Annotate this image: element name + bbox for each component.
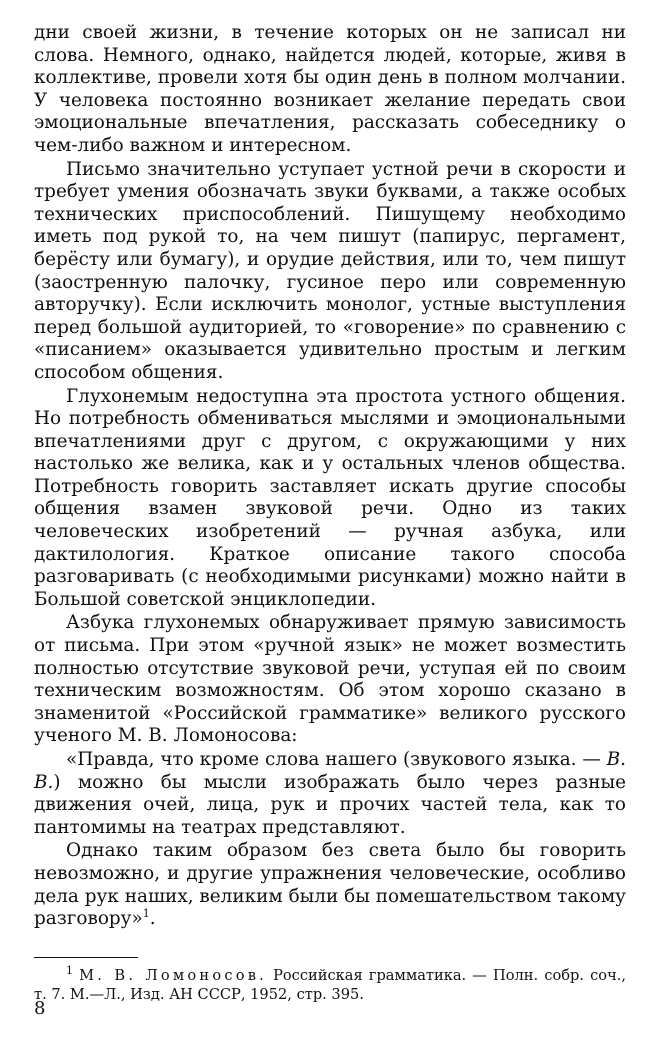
footnote-reference[interactable]: 1 <box>142 907 150 921</box>
footnote-divider <box>34 957 138 958</box>
quote-2-period: . <box>149 908 156 930</box>
paragraph-4: Азбука глухонемых обнаруживает прямую зависимость от письма. При этом «ручной язык» не может возместить полностью отсутствие звуковой речи, уступая ей по своим техническим возможностям. Об этом хорошо сказано в знаменитой «Российской грамматике» великого русского ученого М. В. Ломоносова: <box>34 612 626 747</box>
quote-paragraph-2 <box>34 840 626 930</box>
paragraph-1: дни своей жизни, в течение которых он не записал ни слова. Немного, однако, найдется людей, которые, живя в коллективе, провели хотя бы один день в полном молчании. У человека постоянно возникает желание передать свои эмоциональные впечатления, рассказать собеседнику о чем-либо важном и интересном. <box>34 22 626 156</box>
quote-2-text: Однако таким образом без света было бы говорить невозможно, и другие упражнения человеческие, особливо дела рук наших, великим были бы помешательством такому разговору» <box>34 840 626 930</box>
footnote-text: Российская грамматика. — Полн. собр. соч., т. 7. М.—Л., Изд. АН СССР, 1952, стр. 395. <box>34 966 626 1003</box>
quote-text-start: «Правда, что кроме слова нашего (звукового языка. — <box>66 749 607 770</box>
footnote-marker: 1 <box>66 963 73 977</box>
footnote <box>34 963 626 1004</box>
author-initials: В. В. <box>34 749 626 793</box>
paragraph-3: Глухонемым недоступна эта простота устного общения. Но потребность обмениваться мыслями и эмоциональными впечатлениями друг с другом, с окружающими у них настолько же велика, как и у остальных членов общества. Потребность говорить заставляет искать другие способы общения взамен звуковой речи. Одно из таких человеческих изобретений — ручная азбука, или дактилология. Краткое описание такого способа разговаривать (с необходимыми рисунками) можно найти в Большой советской энциклопедии. <box>34 385 626 610</box>
paragraph-2: Письмо значительно уступает устной речи в скорости и требует умения обозначать звуки буквами, а также особых технических приспособлений. Пишущему необходимо иметь под рукой то, на чем пишут (папирус, пергамент, берёсту или бумагу), и орудие действия, или то, чем пишут (заостренную палочку, гусиное перо или современную авторучку). Если исключить монолог, устные выступления перед большой аудиторией, то «говорение» по сравнению с «писанием» оказывается удивительно простым и легким способом общения. <box>34 158 626 383</box>
page-number: 8 <box>34 998 46 1019</box>
quote-text-end: ) можно бы мысли изображать было через разные движения очей, лица, рук и прочих частей тела, как то пантомимы на театрах представляют. <box>34 771 626 838</box>
footnote-author: М. В. Ломоносов. <box>79 966 267 984</box>
quote-paragraph-1 <box>34 749 626 839</box>
